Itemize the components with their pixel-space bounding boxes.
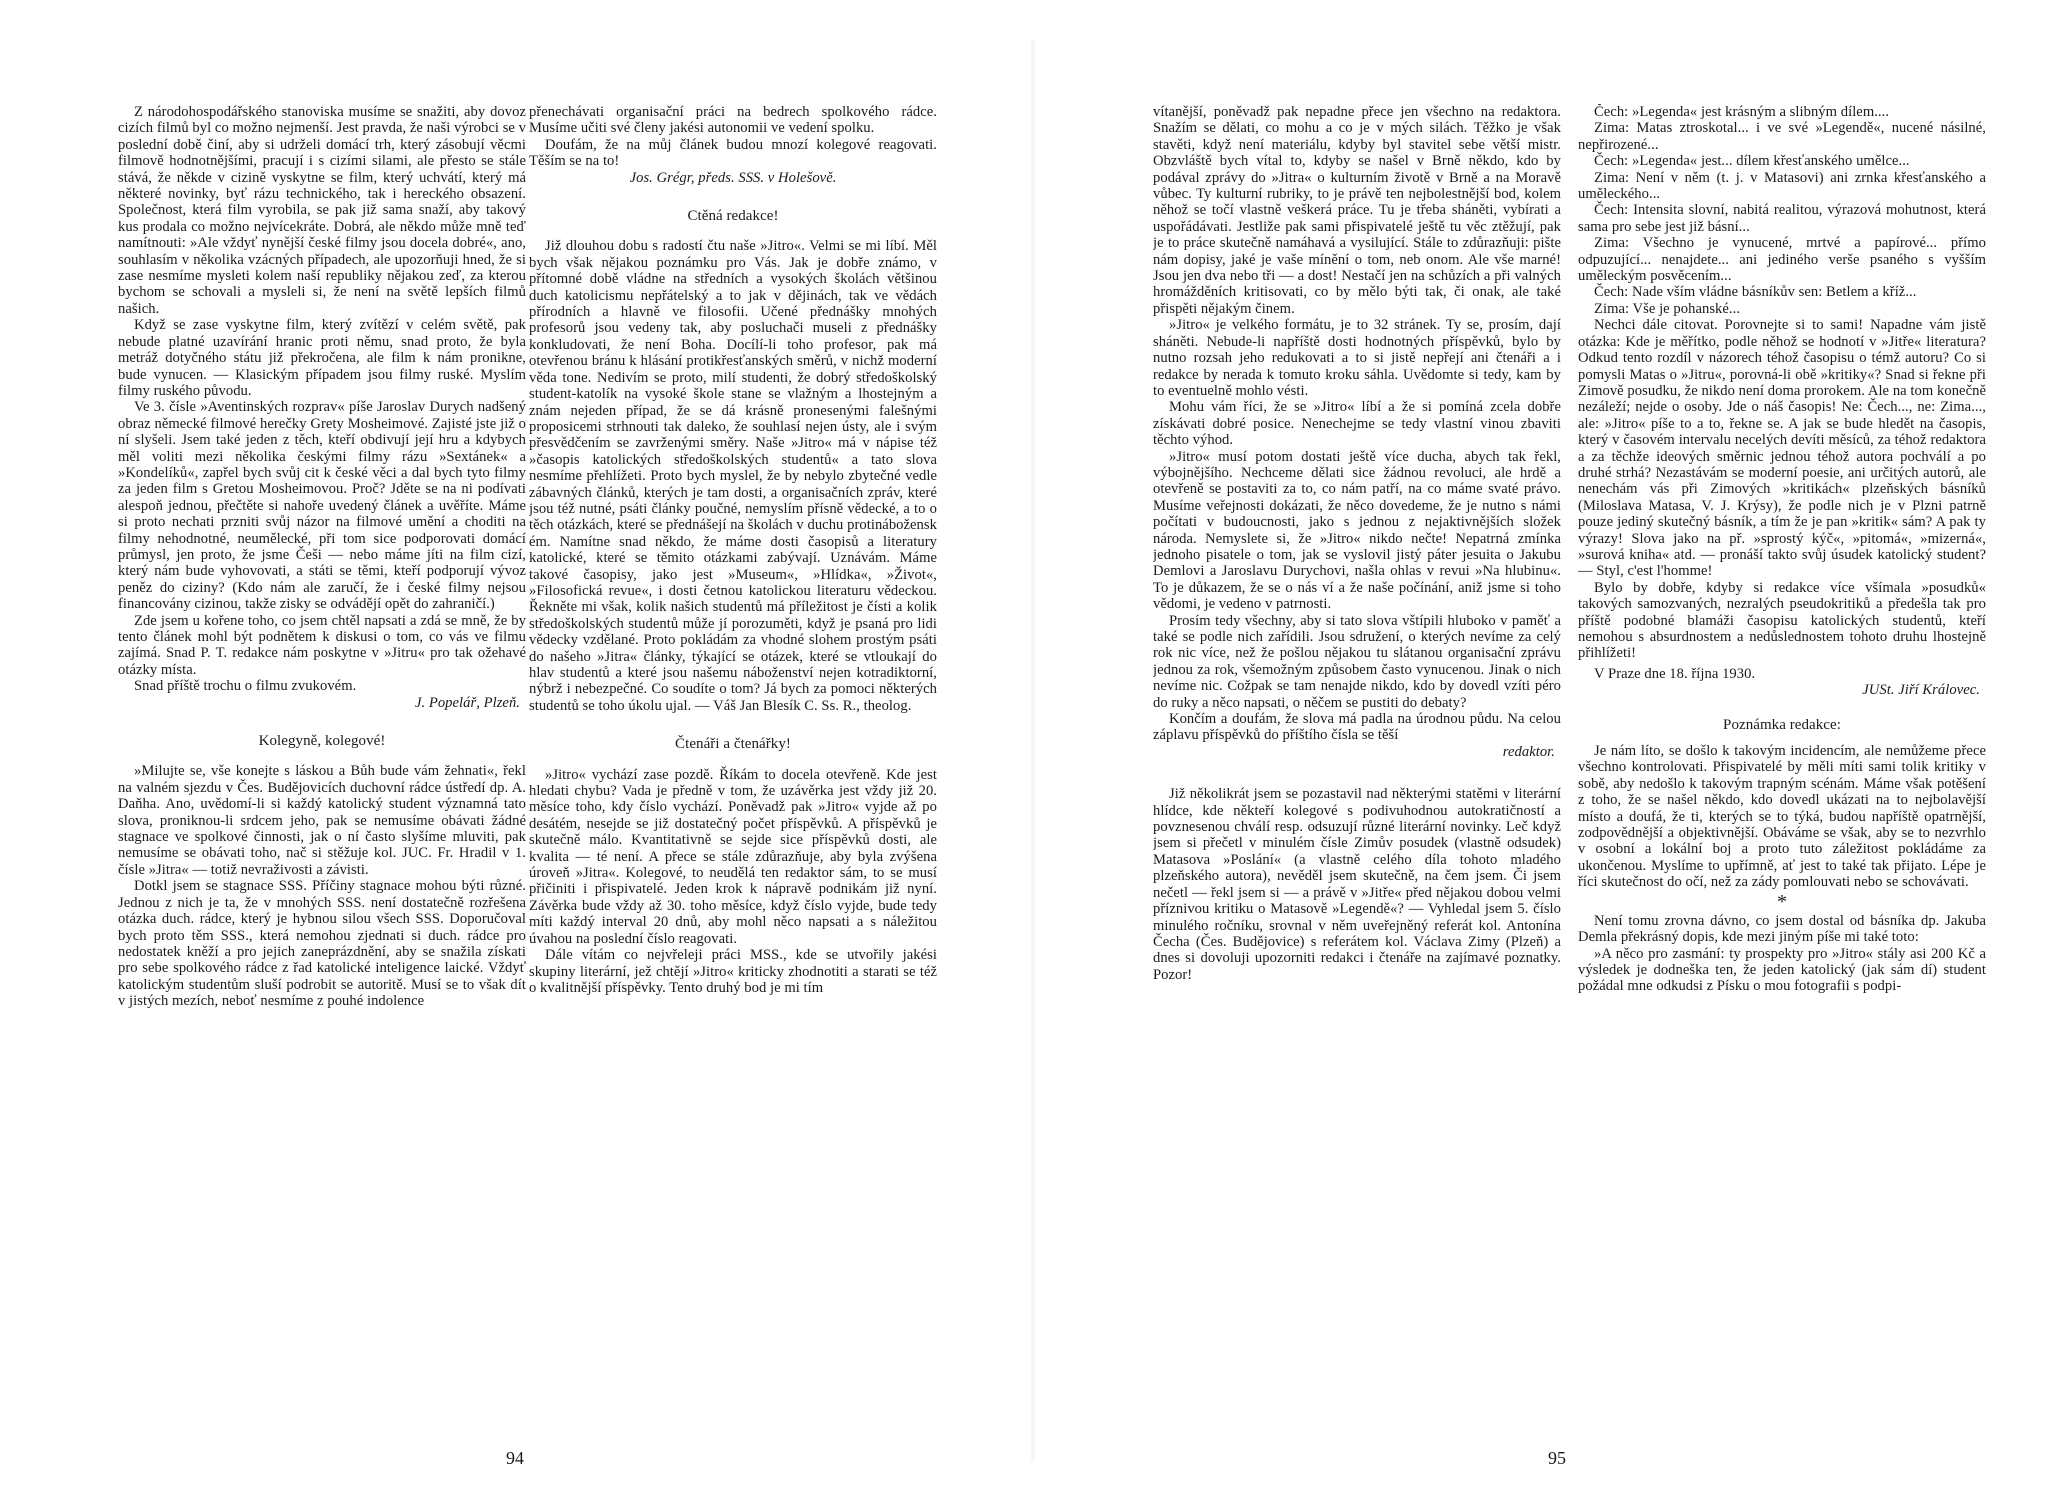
poznamka-paragraph: Je nám líto, se došlo k takovým incidencím, ale nemůžeme přece všechno kontrolovati. Přispivatelé by měli míti sami tolik kritiky v sobě, aby nedošlo k takovým trapným scénám. Máme však potěšení z toho, že se našel někdo, kdo dovedl ukázati na to nejbolavější místo a doufá, že ti, kterých se to týká, budou napříště opatrnější, zodpovědnější a objektivnější. Obáváme se však, aby se to nezvrhlo v osobní a lokální boj a proto tuto záležitost pokládáme za ukončenou. Myslíme to upřímně, ať jest to také tak přijato. Lépe je říci skutečnost do očí, než za zády pomlouvati nebo se schovávati. — [1578, 743, 1986, 891]
kolegyne-closing: Doufám, že na můj článek budou mnozí kolegové reagovati. Těším se na to! — [529, 136, 937, 170]
ctenari-paragraph: »Jitro« musí potom dostati ještě více ducha, abych tak řekl, výbojnějšího. Nechceme dělati sice žádnou revoluci, ale hrdě a otevřeně se postaviti za to, co nám patří, na co máme svaté právo. Musíme veřejnosti dokázati, že něco dovedeme, že je nutno s námi počítati v budoucnosti, jako s jednou z nejaktivnějších složek národa. Nemyslete si, že »Jitro« nikdo nečte! Nepatrná zmínka jednoho pisatele o tom, jak se vyslovil jistý páter jesuita o Jakubu Demlovi a Jaroslavu Durychovi, našla ohlas v revui »Na hlubinu«. To je důkazem, že se o nás ví a že naše počínání, aniž jsme si toho vědomi, je vedeno v patrnosti. — [1153, 448, 1561, 613]
section-heading-kolegyne: Kolegyně, kolegové! — [258, 733, 386, 750]
ctenari-paragraph: »Jitro« vychází zase pozdě. Říkám to docela otevřeně. Kde jest hledati chybu? Vada je předně v tom, že uzávěrka jest vždy již 20. měsíce toho, kdy číslo vychází. Poněvadž pak »Jitro« vyjde až po desátém, nesejde se již dostatečný počet příspěvků. A příspěvků je skutečně málo. Kvantitativně se sejde sice příspěvků dosti, ale kvalita — té není. A přece se stále zdůrazňuje, aby byla zvýšena úroveň »Jitra«. Kolegové, to neudělá ten redaktor sám, to se musí přičiniti i přispivatelé. Jeden krok k nápravě podnikám již nyní. Závěrka bude vždy až 30. toho měsíce, když číslo vyjde, bude tedy míti každý interval 20 dnů, aby mohl něco napsati a s náležitou úvahou na poslední číslo reagovati. — [529, 766, 937, 947]
page-gutter — [1030, 40, 1036, 1460]
film-paragraph: Když se zase vyskytne film, který zvítězí v celém světě, pak nebude platné uzavírání hranic proti němu, snad proto, že byla metráž dotyčného státu již překročena, ale film k nám pronikne, bude vynucen. — Klasickým případem jsou filmy ruské. Myslím filmy ruského původu. — [118, 317, 526, 399]
left-page-column-2 — [529, 104, 937, 1404]
quote-line: Zima: Vše je pohanské... — [1594, 300, 1741, 317]
literarni-paragraph: Již několikrát jsem se pozastavil nad některými statěmi v literární hlídce, kde někteří kolegové s podivuhodnou autokratičností a povznesenou chválí resp. odsuzují různé literární novinky. Leč když jsem si přečetl v minulém čísle Zimův posudek (vlastně odsudek) Matasova »Poslání« (a vlastně celého díla tohoto mladého plzeňského autora), nevěděl jsem skutečně, na čem jsem. Či jsem nečetl — řekl jsem si — a právě v »Jitře« před nějakou dobou velmi příznivou kritiku o Matasově »Legendě«? — Vyhledal jsem 5. číslo minulého ročníku, srovnal v něm uveřejněný referát kol. Antonína Čecha (Čes. Budějovice) s referátem kol. Václava Zimy (Plzeň) a dnes si dovoluji upozorniti redakci i čtenáře na zajímavé poznatky. Pozor! — [1153, 786, 1561, 983]
left-page-column-1 — [118, 104, 526, 1404]
quote-line: Čech: Nade vším vládne básníkův sen: Betlem a kříž... — [1594, 284, 1917, 301]
demla-paragraph: »A něco pro zasmání: ty prospekty pro »Jitro« stály asi 200 Kč a výsledek je dodneška ten, že jeden katolický (jak sám dí) student požádal mne odkudsi z Písku o mou fotografii s podpi- — [1578, 945, 1986, 995]
ctenari-paragraph: Mohu vám říci, že se »Jitro« líbí a že si pomíná zcela dobře získávati dobré posice. Nenechejme se tedy vlastní vinou zbaviti těchto výhod. — [1153, 399, 1561, 449]
dateline: V Praze dne 18. října 1930. — [1594, 665, 1756, 682]
film-paragraph: Zde jsem u kořene toho, co jsem chtěl napsati a zdá se mně, že by tento článek mohl být podnětem k diskusi o tom, co vás ve filmu zajímá. Snad P. T. redakce nám poskytne v »Jitru« pro tak ožehavé otázky místa. — [118, 612, 526, 678]
film-paragraph: Z národohospodářského stanoviska musíme se snažiti, aby dovoz cizích filmů byl co možno nejmenší. Jest pravda, že naši výrobci se v poslední době činí, aby si udrželi domácí trh, který zásobují věcmi filmově hodnotnějšími, pracují i s cizími silami, ale přesto se stále stává, že někde v cizině vyskytne se film, který uchvátí, který má některé novinky, byť rázu technického, tak i hereckého obsazení. Společnost, která film vyrobila, se pak již sama snaží, aby takový kus prodala co možno nejvícekráte. Dobrá, ale někdo může mně teď namítnouti: »Ale vždyť nynější české filmy jsou docela dobré«, ano, souhlasím v několika vzácných případech, ale upozorňuji hned, že si zase nesmíme mysleti kolem naší republiky nějakou zeď, za kterou bychom se schovali a mysleli si, že není na světě lepších filmů našich. — [118, 104, 526, 317]
right-page-column-2 — [1578, 104, 1986, 1404]
quote-line: Zima: Není v něm (t. j. v Matasovi) ani zrnka křesťanského a uměleckého... — [1578, 169, 1986, 203]
ctenari-paragraph: »Jitro« je velkého formátu, je to 32 stránek. Ty se, prosím, dají sháněti. Nebude-li napříště dosti hodnotných příspěvků, bylo by nutno rozsah jeho redukovati a to si jistě nepřejí ani čtenáři a i redakce by nerada k tomuto kroku sáhla. Uvědomte si tedy, kam by to eventuelně mohlo vésti. — [1153, 317, 1561, 399]
section-heading-ctena-redakce: Ctěná redakce! — [687, 208, 779, 225]
ctenari-paragraph: Končím a doufám, že slova má padla na úrodnou půdu. Na celou záplavu příspěvků do příštího čísla se těší — [1153, 711, 1561, 744]
section-heading-poznamka: Poznámka redakce: — [1723, 716, 1841, 733]
analysis-paragraph: Bylo by dobře, kdyby si redakce více všímala »posudků« takových samozvaných, nezralých pseudokritiků a předešla tak pro příště podobné blamáži časopisu katolických studentů, kteří nemohou s absurdnostem a nedůslednostem tohoto druhu lhostejně přihlížeti! — [1578, 579, 1986, 662]
quote-line: Zima: Matas ztroskotal... i ve své »Legendě«, nucené násilné, nepřirozené... — [1578, 120, 1986, 153]
right-page-column-1 — [1153, 104, 1561, 1404]
ctenari-paragraph: Dále vítám co nejvřeleji práci MSS., kde se utvořily jakési skupiny literární, jež chtějí »Jitro« kriticky zhodnotiti a starati se též o kvalitnější příspěvky. Tento druhý bod je mi tím — [529, 947, 937, 996]
quote-line: Zima: Všechno je vynucené, mrtvé a papírové... přímo odpuzující... nenajdete... ani jediného verše psaného s vyšším uměleckým posvěcením... — [1578, 235, 1986, 285]
ctenari-paragraph: Prosím tedy všechny, aby si tato slova vštípili hluboko v paměť a také se podle nich zařídili. Jsou sdružení, o kterých nevíme za celý rok nic více, než že pošlou nějakou tu slátanou organisační zprávu jednou za rok, všemožným způsobem často vynucenou. Jinak o nich nevíme nic. Cožpak se tam nenajde nikdo, kdo by dovedl vzíti péro do ruky a něco napsati, o něčem se pustiti do debaty? — [1153, 612, 1561, 711]
literarni-signature: JUSt. Jiří Královec. — [1862, 682, 1980, 699]
section-heading-ctenari: Čtenáři a čtenářky! — [675, 736, 791, 753]
quote-line: Čech: Intensita slovní, nabitá realitou, výrazová mohutnost, která sama pro sebe jest již básní... — [1578, 202, 1986, 235]
quote-line: Čech: »Legenda« jest... dílem křesťanského umělce... — [1594, 153, 1910, 170]
analysis-paragraph: Nechci dále citovat. Porovnejte si to sami! Napadne vám jistě otázka: Kde je měřítko, podle něhož se hodnotí v »Jitře« literatura? Odkud tento rozdíl v názorech téhož časopisu o témž autoru? Co si pomysli Matas o »Jitru«, porovná-li obě »kritiky«? Snad si řekne při Zimově posudku, že nikdo není doma prorokem. Ale na tom konečně nezáleží; nejde o osoby. Jde o náš časopis! Ne: Čech..., ne: Zima..., ale: »Jitro« píše to a to, řekne se. A jak se bude hledět na časopis, který v časovém intervalu necelých devíti měsíců, za téhož redaktora a za těchže ideových směrnic jednou téhož autora pochválí a po druhé strhá? Nezastávám se moderní poesie, ani určitých autorů, ale nenechám vás při Zimových »kritikách« plzeňských básníků (Miloslava Matasa, V. J. Krýsy), že podle nich je v Plzni patrně pouze jediný skutečný básník, a tím že je pan »kritik« sám? A pak ty výrazy! Slova jako na př. »sprostý kýč«, »pitomá«, »mizerná«, »surová kniha« atd. — pronáší takto svůj úsudek katolický student? — Styl, c'est l'homme! — [1578, 317, 1986, 580]
ctenari-signature: redaktor. — [1502, 743, 1555, 760]
kolegyne-paragraph: »Milujte se, vše konejte s láskou a Bůh bude vám žehnati«, řekl na valném sjezdu v Čes. Budějovicích duchovní rádce ústředí dp. A. Daňha. Ano, uvědomí-li si každý katolický student významná tato slova, proniknou-li srdcem jeho, pak se nemusíme obávati žádné stagnace ve spolkové činnosti, jak o ní často slyšíme mluviti, pak nemusíme se obávati toho, nač si stěžuje kol. JUC. Fr. Hradil v 1. čísle »Jitra« — totiž nevraživosti a závisti. — [118, 763, 526, 878]
ctenari-continuation: vítanější, poněvadž pak nepadne přece jen všechno na redaktora. Snažím se dělati, co mohu a co je v mých silách. Těžko je však stavěti, když není materiálu, kdyby byl stavitel sebe větší mistr. Obzvláště bych vítal to, kdyby se našel v Brně někdo, kdo by podával zprávy do »Jitra« o kulturním životě v Brně a na Moravě vůbec. Ty kulturní rubriky, to je právě ten nejbolestnější bod, kolem něhož se točí vlastně veškerá práce. Tu je třeba sháněti, vybírati a uspořádávati. Jestliže pak sami přispivatelé ještě tu věc ztěžují, pak je to práce skutečně namáhavá a vysilující. Stále to zdůrazňuji: pište nám dopisy, jaké je vaše mínění o tom, neb onom. Ale vše marné! Jsou jen dva nebo tři — a dost! Nestačí jen na schůzích a při valných hromážděních kritisovati, co by mělo býti tak, či onak, ale také přispěti nějakým činem. — [1153, 104, 1561, 317]
page-number-left: 94 — [506, 1448, 524, 1468]
film-article-signature: J. Popelář, Plzeň. — [414, 694, 520, 711]
film-paragraph: Ve 3. čísle »Aventinských rozprav« píše Jaroslav Durych nadšený obraz německé filmové herečky Grety Mosheimové. Zajisté jste již o ní slyšeli. Jsem také jeden z těch, kteří obdivují její hru a kdybych měl voliti mezi několika českými filmy rázu »Sextánek« a »Kondelíků«, zapřel bych svůj cit k české věci a dal bych tyto filmy za jeden film s Gretou Mosheimovou. Proč? Jděte se na ni podívati alespoň jednou, přečtěte si nahoře uvedený článek a uvěříte. Máme si proto nechati przniti svůj názor na filmové umění a choditi na filmy nehodnotné, neumělecké, při tom sice podporovati domácí průmysl, jen proto, že jsme Češi — nebo máme jíti na film cizí, který nám bude vyhovovati, a státi se těmi, kteří podporují vývoz peněz do ciziny? (Kdo nám ale zaručí, že i české filmy nejsou financovány cizinou, takže zisky se odvádějí opět do zahraničí.) — [118, 399, 526, 613]
kolegyne-paragraph: Dotkl jsem se stagnace SSS. Příčiny stagnace mohou býti různé. Jednou z nich je ta, že v mnohých SSS. není dostatečně rozřešena otázka duch. rádce, který je hybnou silou všech SSS. Doporučoval bych proto těm SSS., která nemohou zjednati si duch. rádce pro nedostatek kněží a pro jejich zaneprázdnění, aby se snažila získati pro sebe spolkového rádce z řad katolické inteligence laické. Vždyť katolickým studentům sluší podrobit se autoritě. Musí se to však dít v jistých mezích, neboť nesmíme z pouhé indolence — [118, 878, 526, 1010]
kolegyne-signature: Jos. Grégr, předs. SSS. v Holešově. — [629, 169, 837, 186]
kolegyne-continuation: přenechávati organisační práci na bedrech spolkového rádce. Musíme učiti své členy jakési autonomii ve vedení spolku. — [529, 104, 937, 137]
demla-paragraph: Není tomu zrovna dávno, co jsem dostal od básníka dp. Jakuba Demla překrásný dopis, kde mezi jiným píše mi také toto: — [1578, 912, 1986, 946]
page-number-right: 95 — [1548, 1448, 1566, 1468]
section-separator: * — [1776, 890, 1788, 913]
ctena-redakce-paragraph: Již dlouhou dobu s radostí čtu naše »Jitro«. Velmi se mi líbí. Měl bych však nějakou poznámku pro Vás. Jak je dobře známo, v přítomné době vládne na středních a vysokých školách většinou duch katolicismu nepřátelský a to jak v dějinách, tak ve vědách přírodních a hlavně ve filosofii. Učené přednášky mnohých profesorů jsou vedeny tak, aby posluchači museli z přednášky konkludovati, že není Boha. Docílí-li toho profesor, pak má otevřenou bránu k hlásání protikřesťanských směrů, v nichž moderní věda tone. Nedivím se proto, milí studenti, že dobrý středoškolský student-katolík na vysoké škole stane se vlažným a lhostejným a znám nejeden případ, že se dá krásně pronesenými falešnými proposicemi strhnouti tak daleko, že souhlasí nejen ústy, ale i svým přesvědčením se zavrženými směry. Naše »Jitro« má v nápise též »časopis katolických středoškolských studentů« a tato slova nesmíme přehlížeti. Proto bych myslel, že by nebylo zbytečné vedle zábavných článků, kterých je tam dosti, a organisačních zpráv, které jsou též nutné, psáti články poučné, nemyslím přísně vědecké, a to o těch otázkách, které se přednášejí na školách v duchu protinábožensk ém. Namítne snad někdo, že máme dosti časopisů a literatury katolické, které se těmito otázkami zabývají. Uznávám. Máme takové časopisy, jako jest »Museum«, »Hlídka«, »Život«, »Filosofická revue«, i dosti četnou katolickou literaturu vědeckou. Řekněte mi však, kolik našich studentů má příležitost je čísti a kolik středoškolských studentů může jí porozuměti, když je psaná pro lidi vědecky vzdělané. Proto pokládám za vhodné slohem prostým psáti do našeho »Jitra« články, týkající se otázek, které se vtloukají do hlav studentů a které jsou našemu náboženství nejen kotradiktorní, nýbrž i nebezpečné. Co soudíte o tom? Já bych za pomoci některých studentů se toho úkolu ujal. — Váš Jan Blesík C. Ss. R., theolog. — [529, 238, 937, 714]
film-paragraph: Snad příště trochu o filmu zvukovém. — [134, 678, 357, 695]
quote-line: Čech: »Legenda« jest krásným a slibným dílem.... — [1594, 104, 1890, 120]
